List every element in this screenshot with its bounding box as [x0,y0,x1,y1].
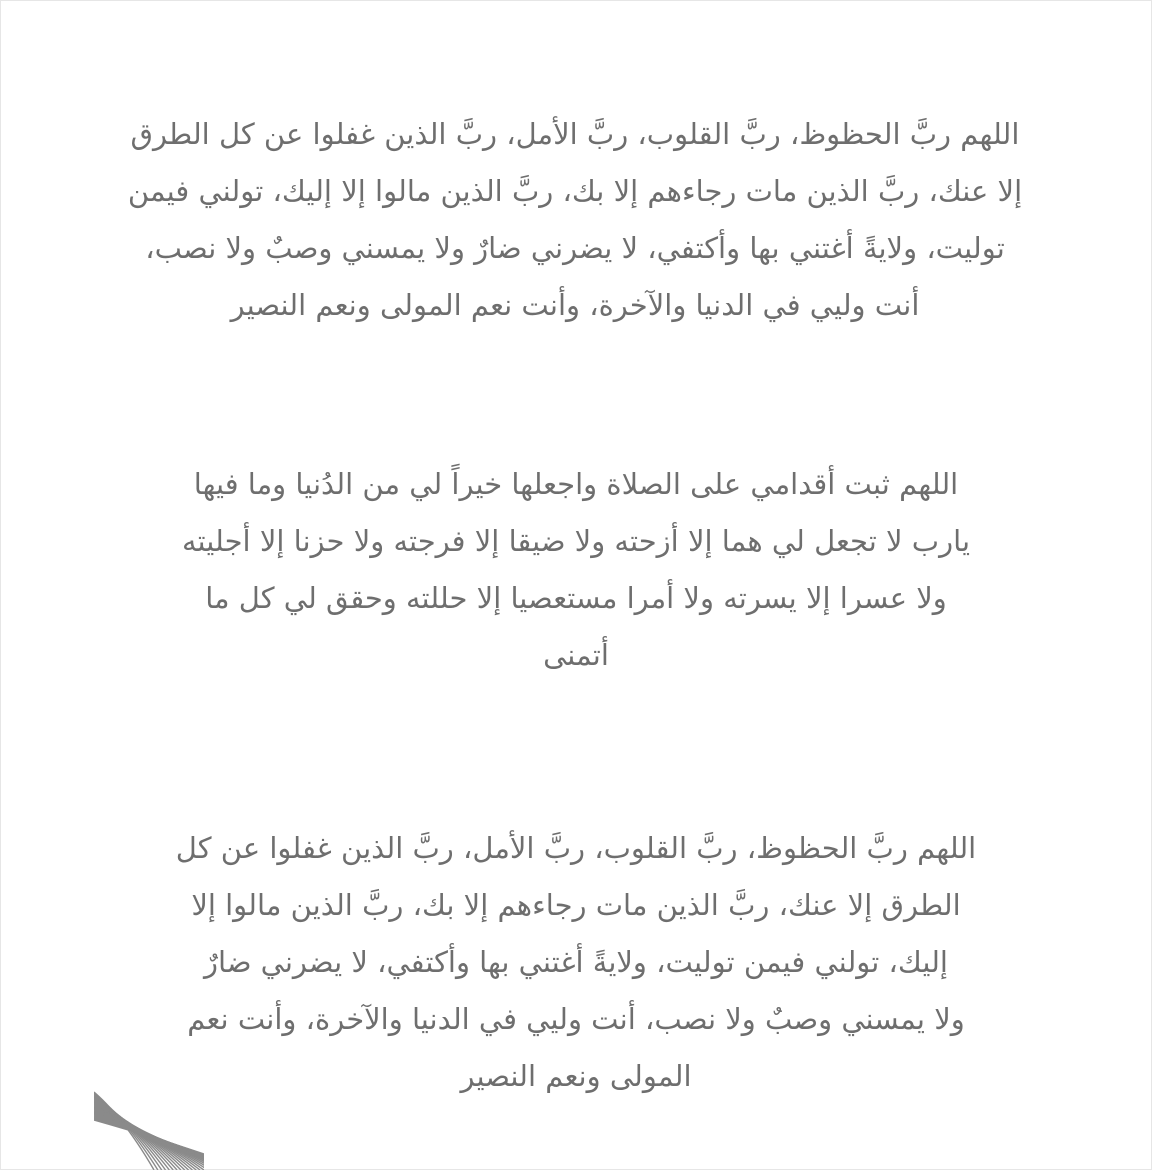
paragraph-line: أتمنى [543,638,609,672]
paragraph-line: أنت وليي في الدنيا والآخرة، وأنت نعم المولى ونعم النصير [230,288,920,322]
paragraph-line: اللهم ربَّ الحظوظ، ربَّ القلوب، ربَّ الأمل، ربَّ الذين غفلوا عن كل [175,831,977,865]
paragraph-line: ولا عسرا إلا يسرته ولا أمرا مستعصيا إلا حللته وحقق لي كل ما [205,581,947,615]
diagonal-lines-pattern-icon [94,1088,204,1170]
paragraph-line: المولى ونعم النصير [460,1059,692,1093]
paragraph-line: اللهم ربَّ الحظوظ، ربَّ القلوب، ربَّ الأمل، ربَّ الذين غفلوا عن كل الطرق [130,117,1020,151]
paragraph-line: إلا عنك، ربَّ الذين مات رجاءهم إلا بك، ربَّ الذين مالوا إلا إليك، تولني فيمن [127,174,1023,208]
prayer-paragraph-2 [140,456,1012,684]
paragraph-line: اللهم ثبت أقدامي على الصلاة واجعلها خيراً لي من الدُنيا وما فيها [193,467,959,501]
paragraph-line: إليك، تولني فيمن توليت، ولايةً أغتني بها وأكتفي، لا يضرني ضارٌ [204,945,948,979]
paragraph-line: توليت، ولايةً أغتني بها وأكتفي، لا يضرني ضارٌ ولا يمسني وصبٌ ولا نصب، [145,231,1005,265]
paragraph-line: الطرق إلا عنك، ربَّ الذين مات رجاءهم إلا بك، ربَّ الذين مالوا إلا [191,888,961,922]
prayer-paragraph-3 [140,820,1012,1105]
prayer-paragraph-1 [100,106,1050,334]
paragraph-line: ولا يمسني وصبٌ ولا نصب، أنت وليي في الدنيا والآخرة، وأنت نعم [187,1002,965,1036]
paragraph-line: يارب لا تجعل لي هما إلا أزحته ولا ضيقا إلا فرجته ولا حزنا إلا أجليته [181,524,971,558]
